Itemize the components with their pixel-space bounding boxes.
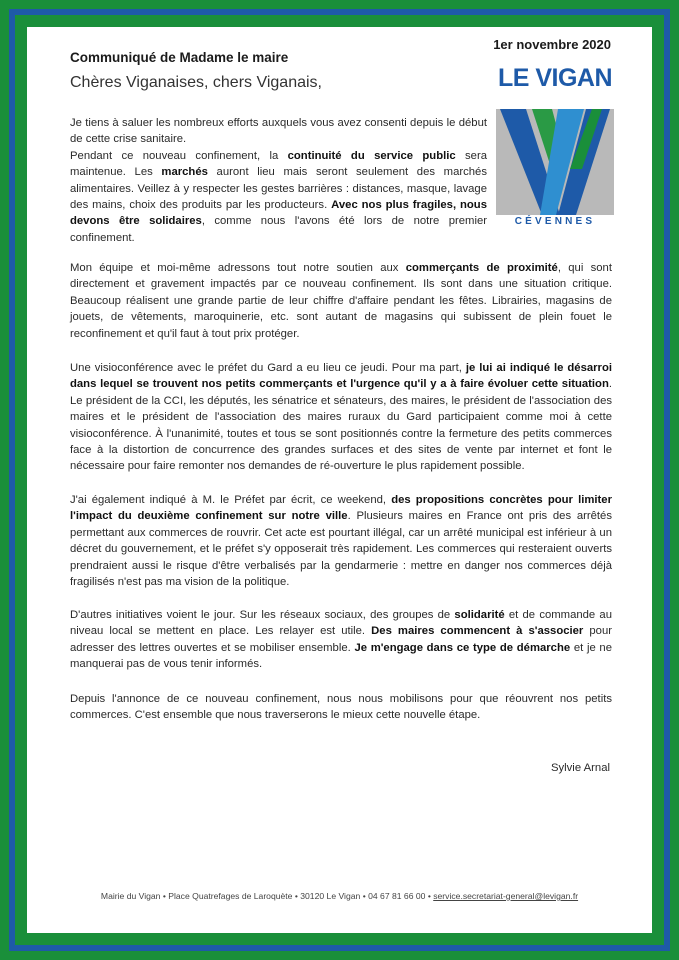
text-run: sera maintenue. Les (70, 149, 487, 179)
bold-text: des propositions concrètes pour limiter l'impact du deuxième confinement sur notre ville (70, 494, 612, 523)
footer-address: Mairie du Vigan • Place Quatrefages de Laroquète • 30120 Le Vigan • 04 67 81 66 00 • (100, 891, 434, 901)
text-run: D'autres initiatives voient le jour. Sur les réseaux sociaux, des groupes de (70, 609, 455, 621)
bold-text: Je m'engage dans ce type de démarche (354, 641, 571, 654)
paragraph-2 (70, 260, 612, 342)
paragraph-6 (70, 691, 612, 724)
text-run: , comme nous l'avons été lors de notre premier confinement. (70, 215, 488, 244)
bold-text: marchés (161, 166, 208, 179)
logo-subtitle: CÉVENNES (514, 216, 596, 227)
text-run: Depuis l'annonce de ce nouveau confinement, nous nous mobilisons pour que réouvrent nos petits commerces. C'est ensemble que nous traverserons le mieux cette nouvelle étape. (70, 693, 612, 722)
text-run: Mon équipe et moi-même adressons tout notre soutien aux (70, 262, 406, 274)
le-vigan-logo (496, 69, 614, 234)
footer-email-link[interactable]: service.secretariat-general@levigan.fr (433, 891, 579, 901)
bold-text: commerçants de proximité (405, 262, 558, 274)
text-run: pour adresser des lettres ouvertes et se mobiliser ensemble. (70, 625, 613, 654)
bold-text: Des maires commencent à s'associer (371, 625, 584, 638)
document-title: Communiqué de Madame le maire (70, 50, 289, 65)
text-run: Une visioconférence avec le préfet du Gard a eu lieu ce jeudi. Pour ma part, (70, 362, 466, 374)
footer (27, 891, 652, 901)
text-run: et de commande au niveau local se mettent en place. Les relayer est utile. (70, 609, 612, 638)
text-run: . Plusieurs maires en France ont pris des arrêtés permettant aux commerces de rouvrir. Cet acte est pourtant illégal, car un arrêté municipal est inférieur à un décret du gouvernement, et le préfet s'y opposerait très rapidement. Les commerces qui resteraient ouverts prendraient aussi le risque d'être verbalisés par la gendarmerie : mettre en danger nos commerces déjà fragilisés n'est pas ma vision de la politique. (70, 510, 612, 589)
text-run: Je tiens à saluer les nombreux efforts auxquels vous avez consenti depuis le début de cette crise sanitaire. (70, 117, 487, 146)
document-date: 1er novembre 2020 (493, 37, 611, 52)
bold-text: continuité du service public (287, 149, 456, 162)
paragraph-3 (70, 360, 612, 475)
text-run: auront lieu mais seront seulement des marchés alimentaires. Veillez à y respecter les gestes barrières : distances, masque, lavage des mains, choix des produits par les producteurs. (70, 166, 487, 212)
text-run: Pendant ce nouveau confinement, la (70, 149, 288, 162)
text-run: J'ai également indiqué à M. le Préfet par écrit, ce weekend, (70, 494, 392, 506)
bold-text: Avec nos plus fragiles, nous devons être solidaires (70, 199, 487, 228)
text-run: . Le président de la CCI, les députés, les sénatrice et sénateurs, des maires, le président de l'association des maires et le président de l'association des maires ruraux du Gard participaient comme moi à cette visioconférence. À l'unanimité, toutes et tous se sont positionnés contre la fermeture des petits commerces face à la distortion de concurrence des grandes surfaces et des sites de vente par internet et font le nécessaire pour faire remonter nos demandes de ré-ouverture le plus rapidement possible. (70, 378, 612, 473)
signature: Sylvie Arnal (550, 762, 610, 774)
letter-page (27, 27, 652, 933)
bold-text: je lui ai indiqué le désarroi dans lequel se trouvent nos petits commerçants et l'urgence qu'il y a à faire évoluer cette situation (70, 362, 612, 391)
greeting: Chères Viganaises, chers Viganais, (70, 74, 322, 91)
paragraph-5 (70, 607, 612, 673)
logo-title: LE VIGAN (497, 64, 613, 92)
paragraph-4 (70, 492, 612, 590)
text-run: et je ne manquerai pas de vous tenir informés. (70, 641, 612, 671)
text-run: , qui sont directement et gravement impactés par ce nouveau confinement. Ils sont dans une situation critique. Beaucoup réalisent une grande partie de leur chiffre d'affaire pendant les fêtes. Librairies, magasins de jouets, de vêtements, maroquinerie, etc. sont autant de magasins qui subissent de plein fouet le reconfinement et qu'il faut à tout prix protéger. (70, 262, 612, 340)
bold-text: solidarité (454, 609, 505, 621)
paragraph-1 (70, 115, 487, 246)
